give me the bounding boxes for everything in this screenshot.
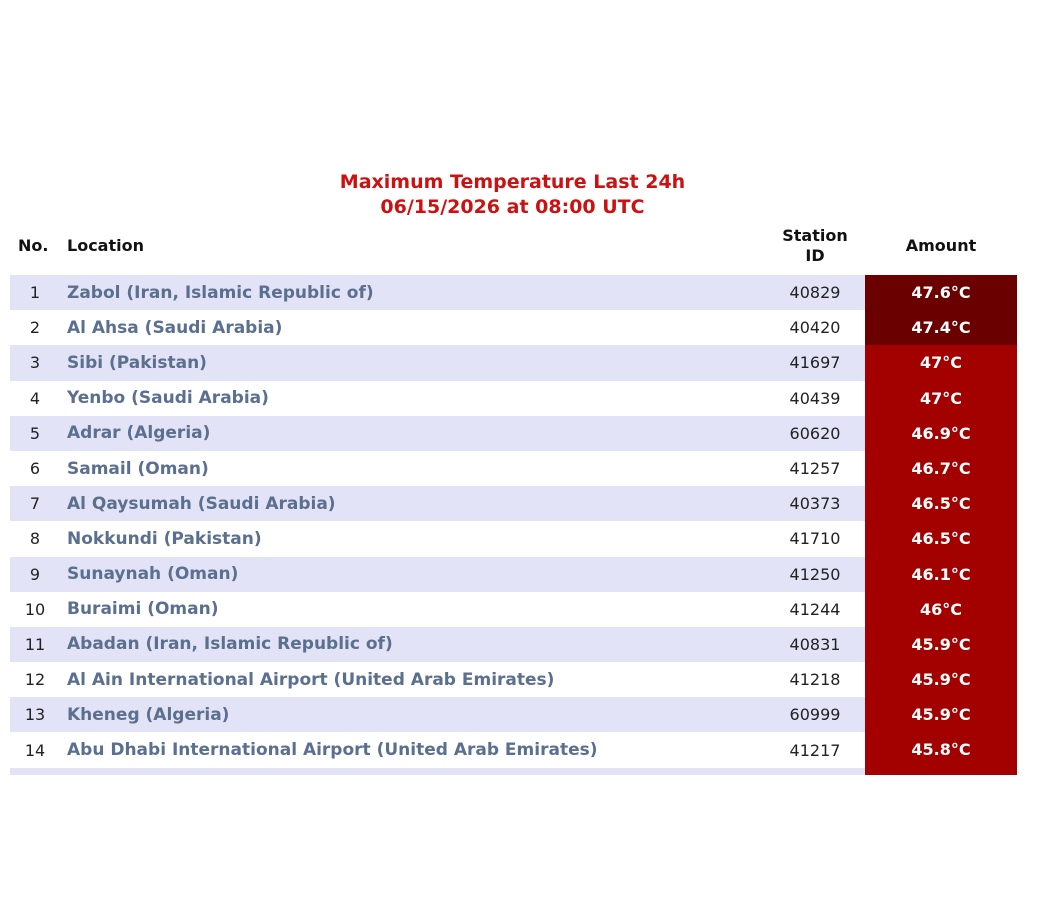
temperature-amount: 46.7°C [865, 451, 1017, 486]
temperature-amount: 47°C [865, 345, 1017, 380]
temperature-amount: 45.9°C [865, 697, 1017, 732]
row-number: 14 [24, 740, 46, 760]
station-id: 41257 [789, 459, 841, 479]
location-name: Samail (Oman) [67, 458, 209, 479]
location-name: Al Ahsa (Saudi Arabia) [67, 317, 283, 338]
temperature-amount: 45.8°C [865, 732, 1017, 767]
column-header-station-line1: Station [782, 226, 848, 245]
temperature-table [10, 275, 1017, 768]
station-id: 40439 [789, 388, 841, 408]
station-id: 40373 [789, 494, 841, 514]
station-id: 40831 [789, 634, 841, 654]
location-name: Kheneg (Algeria) [67, 704, 230, 725]
location-name: Zabol (Iran, Islamic Republic of) [67, 282, 374, 303]
location-name: Sibi (Pakistan) [67, 352, 207, 373]
page-subtitle-timestamp: 06/15/2026 at 08:00 UTC [380, 196, 645, 218]
station-id: 41218 [789, 670, 841, 690]
temperature-amount: 46.5°C [865, 521, 1017, 556]
table-row [10, 310, 1017, 345]
station-id: 60999 [789, 705, 841, 725]
temperature-amount: 46°C [865, 592, 1017, 627]
row-number: 10 [24, 599, 46, 619]
row-number: 6 [29, 459, 41, 479]
row-number: 11 [24, 634, 46, 654]
temperature-amount: 45.9°C [865, 662, 1017, 697]
column-header-amount: Amount [905, 236, 977, 255]
station-id: 60620 [789, 423, 841, 443]
column-header-station-id [775, 226, 855, 266]
station-id: 40420 [789, 318, 841, 338]
table-row [10, 381, 1017, 416]
table-row [10, 732, 1017, 767]
temperature-amount: 46.9°C [865, 416, 1017, 451]
row-number: 8 [29, 529, 41, 549]
page-title: Maximum Temperature Last 24h [339, 171, 686, 193]
row-number: 5 [29, 423, 41, 443]
location-name: Buraimi (Oman) [67, 599, 219, 620]
table-footer-amount-stripe [865, 768, 1017, 775]
column-header-location: Location [67, 236, 144, 255]
column-header-station-line2: ID [805, 246, 825, 265]
temperature-amount: 46.1°C [865, 557, 1017, 592]
station-id: 40829 [789, 283, 841, 303]
temperature-amount: 45.9°C [865, 627, 1017, 662]
location-name: Sunaynah (Oman) [67, 564, 239, 585]
table-footer-stripe [10, 768, 865, 775]
temperature-amount: 47.6°C [865, 275, 1017, 310]
table-row [10, 627, 1017, 662]
location-name: Al Ain International Airport (United Arab Emirates) [67, 669, 555, 690]
station-id: 41250 [789, 564, 841, 584]
row-number: 12 [24, 670, 46, 690]
station-id: 41217 [789, 740, 841, 760]
row-number: 4 [29, 388, 41, 408]
table-row [10, 592, 1017, 627]
row-number: 13 [24, 705, 46, 725]
row-number: 9 [29, 564, 41, 584]
location-name: Adrar (Algeria) [67, 423, 211, 444]
table-row [10, 697, 1017, 732]
table-row [10, 451, 1017, 486]
station-id: 41710 [789, 529, 841, 549]
location-name: Nokkundi (Pakistan) [67, 528, 262, 549]
table-row [10, 416, 1017, 451]
location-name: Abadan (Iran, Islamic Republic of) [67, 634, 393, 655]
temperature-amount: 47.4°C [865, 310, 1017, 345]
location-name: Abu Dhabi International Airport (United Arab Emirates) [67, 740, 598, 761]
row-number: 2 [29, 318, 41, 338]
table-row [10, 557, 1017, 592]
row-number: 7 [29, 494, 41, 514]
row-number: 3 [29, 353, 41, 373]
table-row [10, 662, 1017, 697]
table-row [10, 275, 1017, 310]
table-row [10, 345, 1017, 380]
row-number: 1 [29, 283, 41, 303]
table-row [10, 486, 1017, 521]
station-id: 41697 [789, 353, 841, 373]
temperature-amount: 46.5°C [865, 486, 1017, 521]
location-name: Al Qaysumah (Saudi Arabia) [67, 493, 336, 514]
temperature-amount: 47°C [865, 381, 1017, 416]
column-header-no: No. [18, 236, 49, 255]
table-row [10, 521, 1017, 556]
location-name: Yenbo (Saudi Arabia) [67, 388, 269, 409]
station-id: 41244 [789, 599, 841, 619]
